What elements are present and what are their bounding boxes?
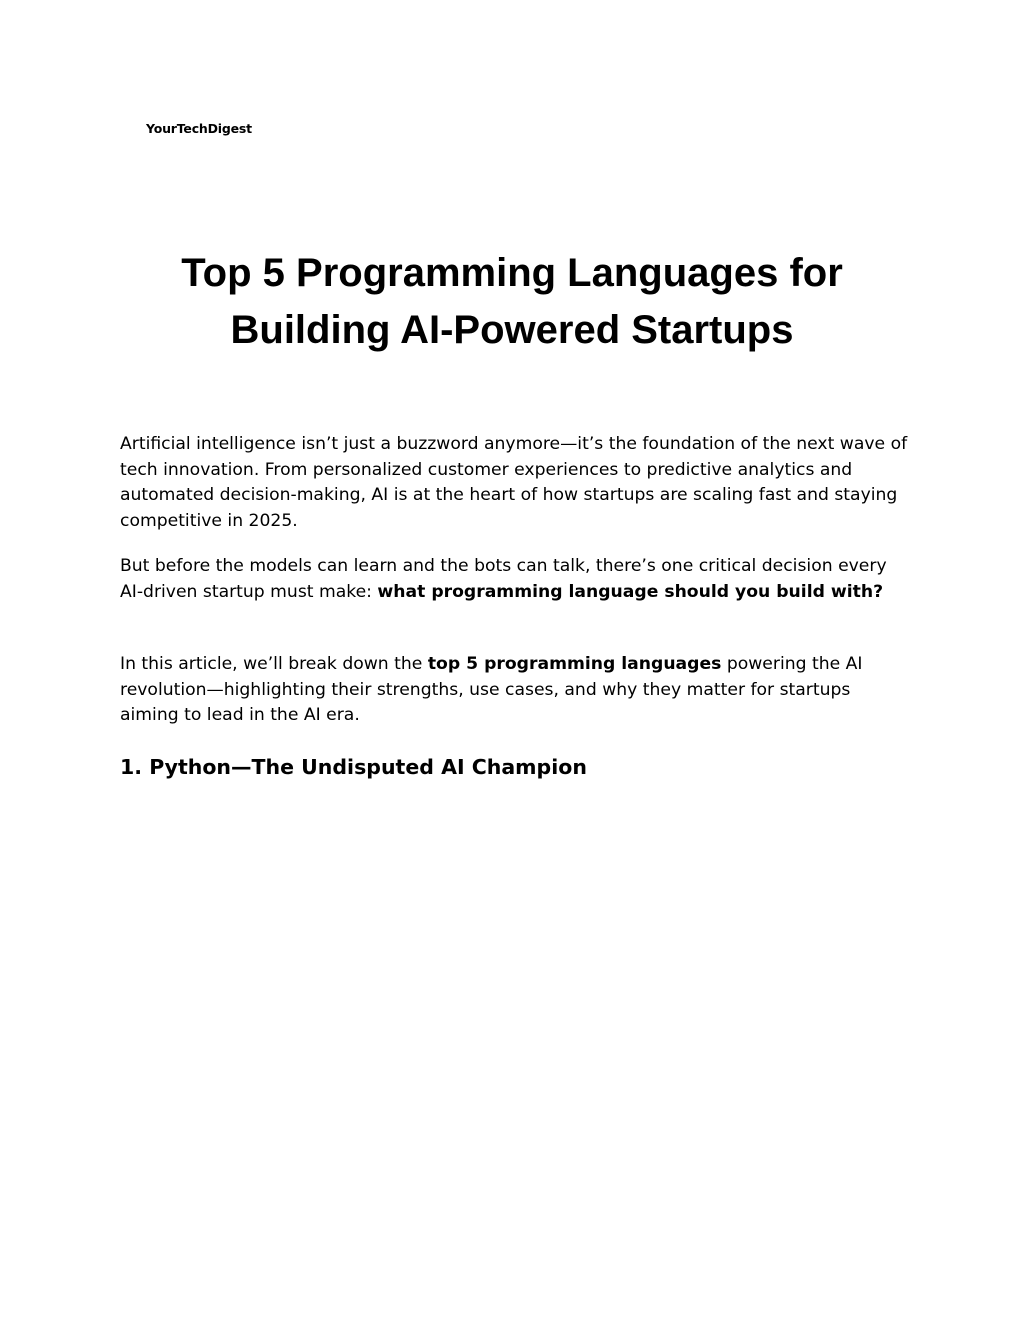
overview-highlight: top 5 programming languages <box>427 654 722 674</box>
article-title-line-1: Top 5 Programming Languages for <box>181 251 843 295</box>
overview-paragraph-tail: powering the AI revolution—highlighting their strengths, use cases, and why they matter for startups aiming to lead in the AI era. <box>120 654 863 725</box>
decision-question: what programming language should you build with? <box>377 581 884 602</box>
article-title-line-2: Building AI-Powered Startups <box>230 308 794 352</box>
decision-paragraph-lead: But before the models can learn and the bots can talk, there’s one critical decision every AI-driven startup must make: <box>120 556 887 602</box>
brand-logo: YourTechDigest <box>146 121 252 136</box>
decision-paragraph <box>120 554 910 605</box>
overview-paragraph <box>120 652 910 729</box>
article-title <box>112 245 912 359</box>
overview-paragraph-lead: In this article, we’ll break down the <box>120 654 428 674</box>
section-heading-python: 1. Python—The Undisputed AI Champion <box>120 755 587 779</box>
intro-paragraph: Artificial intelligence isn’t just a buzzword anymore—it’s the foundation of the next wave of tech innovation. From personalized customer experiences to predictive analytics and automated decision-making, AI is at the heart of how startups are scaling fast and staying competitive in 2025. <box>120 434 908 531</box>
